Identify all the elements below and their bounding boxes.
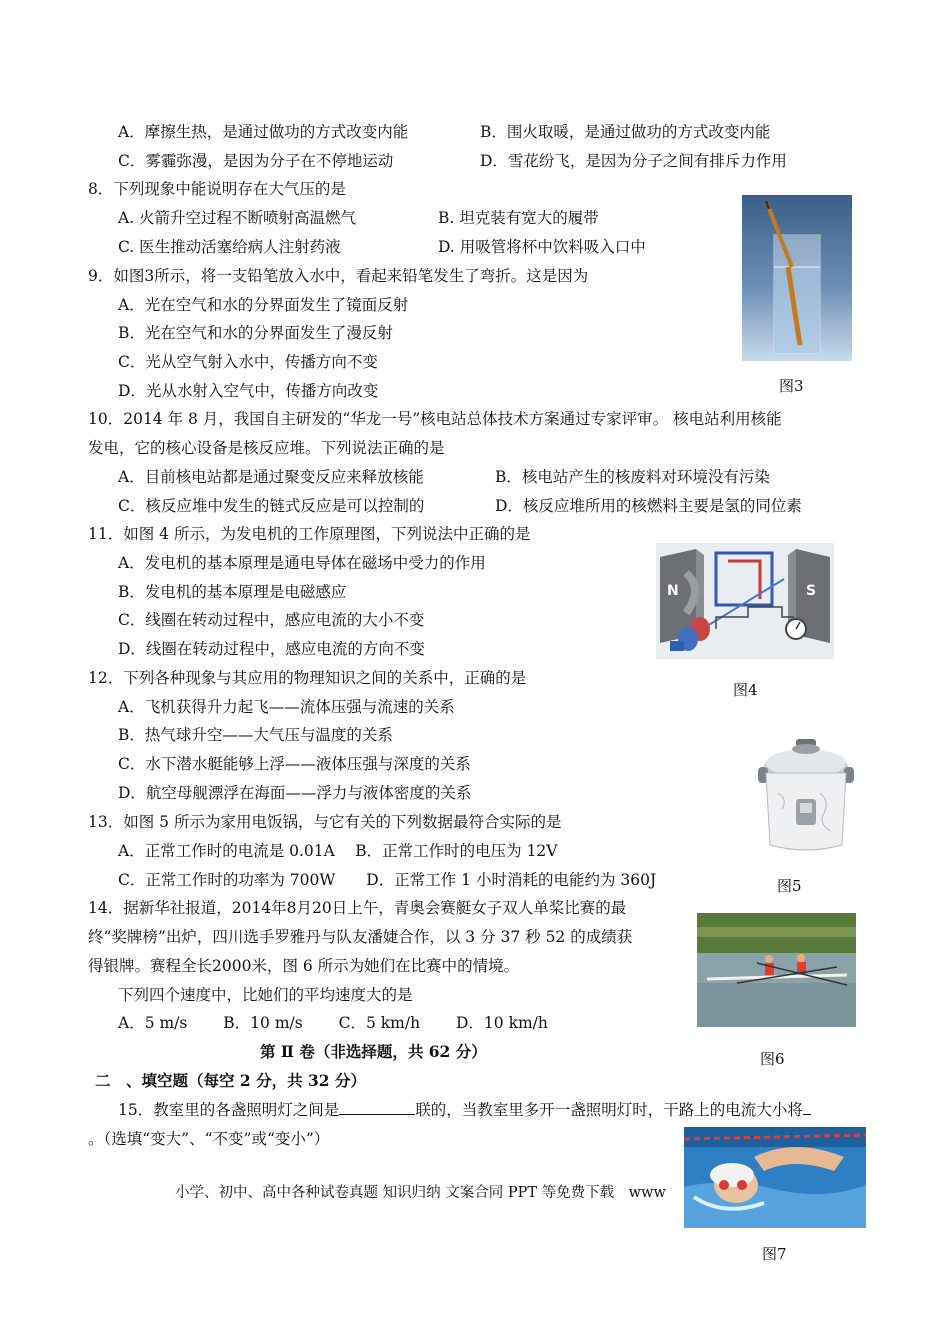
q10-option-a: A．目前核电站都是通过聚变反应来释放核能 xyxy=(118,468,424,486)
q9-stem: 9．如图3所示，将一支铅笔放入水中，看起来铅笔发生了弯折。这是因为 xyxy=(88,267,589,285)
q14-stem-line2: 终“奖牌榜”出炉，四川选手罗雅丹与队友潘婕合作，以 3 分 37 秒 52 的成绩获 xyxy=(88,928,633,946)
q8-option-d: D. 用吸管将杯中饮料吸入口中 xyxy=(438,238,646,256)
figure-3-pencil-in-water xyxy=(742,195,852,361)
q13-options-cd: C．正常工作时的功率为 700W D．正常工作 1 小时消耗的电能约为 360J xyxy=(118,871,657,889)
pole-n-label: N xyxy=(667,583,679,599)
part-2-heading: 第 Ⅱ 卷（非选择题，共 62 分） xyxy=(260,1042,487,1061)
q10-option-d: D．核反应堆所用的核燃料主要是氢的同位素 xyxy=(495,497,802,515)
q10-option-c: C．核反应堆中发生的链式反应是可以控制的 xyxy=(118,497,425,515)
q12-option-c: C．水下潜水艇能够上浮——液体压强与深度的关系 xyxy=(118,755,471,773)
q9-option-c: C．光从空气射入水中，传播方向不变 xyxy=(118,353,378,371)
q15-text-mid: 联的，当教室里多开一盏照明灯时，干路上的电流大小将 xyxy=(415,1101,803,1119)
q12-option-b: B．热气球升空——大气压与温度的关系 xyxy=(118,726,393,744)
q15-line1 xyxy=(118,1100,811,1120)
q8-option-c: C. 医生推动活塞给病人注射药液 xyxy=(118,238,341,256)
figure-7-caption: 图7 xyxy=(762,1245,787,1263)
q14-options: A．5 m/s B．10 m/s C．5 km/h D．10 km/h xyxy=(118,1014,548,1032)
q8-option-a: A. 火箭升空过程不断喷射高温燃气 xyxy=(118,209,357,227)
q15-line2: 。（选填“变大”、“不变”或“变小”） xyxy=(88,1130,330,1148)
q14-stem-line1: 14．据新华社报道，2014年8月20日上午，青奥会赛艇女子双人单桨比赛的最 xyxy=(88,899,627,917)
q7-option-d: D．雪花纷飞，是因为分子之间有排斥力作用 xyxy=(480,152,787,170)
q7-option-c: C．雾霾弥漫，是因为分子在不停地运动 xyxy=(118,152,394,170)
q7-option-a: A．摩擦生热，是通过做功的方式改变内能 xyxy=(118,123,409,141)
q12-stem: 12．下列各种现象与其应用的物理知识之间的关系中，正确的是 xyxy=(88,669,527,687)
figure-5-caption: 图5 xyxy=(777,877,802,895)
figure-3-caption: 图3 xyxy=(779,377,804,395)
q12-option-a: A．飞机获得升力起飞——流体压强与流速的关系 xyxy=(118,698,455,716)
q12-option-d: D．航空母舰漂浮在海面——浮力与液体密度的关系 xyxy=(118,784,472,802)
figure-5-rice-cooker xyxy=(756,733,856,857)
pole-s-label: S xyxy=(806,583,817,599)
q11-option-b: B．发电机的基本原理是电磁感应 xyxy=(118,583,347,601)
q9-option-b: B．光在空气和水的分界面发生了漫反射 xyxy=(118,324,393,342)
figure-6-rowing-race xyxy=(697,913,856,1027)
figure-4-generator-diagram xyxy=(656,543,834,659)
q7-option-b: B．围火取暖，是通过做功的方式改变内能 xyxy=(480,123,771,141)
q14-stem-line4: 下列四个速度中，比她们的平均速度大的是 xyxy=(118,986,413,1004)
q15-text-pre: 15．教室里的各盏照明灯之间是 xyxy=(118,1101,340,1119)
q15-blank-1 xyxy=(339,1100,415,1115)
q9-option-d: D．光从水射入空气中，传播方向改变 xyxy=(118,382,379,400)
q11-option-a: A．发电机的基本原理是通电导体在磁场中受力的作用 xyxy=(118,554,486,572)
q10-stem-line2: 发电，它的核心设备是核反应堆。下列说法正确的是 xyxy=(88,439,445,457)
figure-7-swimmer xyxy=(684,1127,866,1228)
q8-option-b: B. 坦克装有宽大的履带 xyxy=(438,209,599,227)
figure-6-caption: 图6 xyxy=(760,1050,785,1068)
q11-stem: 11．如图 4 所示，为发电机的工作原理图，下列说法中正确的是 xyxy=(88,525,531,543)
q13-options-ab: A．正常工作时的电流是 0.01A B．正常工作时的电压为 12V xyxy=(118,842,558,860)
q11-option-c: C．线圈在转动过程中，感应电流的大小不变 xyxy=(118,611,425,629)
q10-stem-line1: 10．2014 年 8 月，我国自主研发的“华龙一号”核电站总体技术方案通过专家评审。 核电站利用核能 xyxy=(88,410,782,428)
q9-option-a: A．光在空气和水的分界面发生了镜面反射 xyxy=(118,296,409,314)
q11-option-d: D．线圈在转动过程中，感应电流的方向不变 xyxy=(118,640,425,658)
q10-option-b: B．核电站产生的核废料对环境没有污染 xyxy=(495,468,770,486)
q8-stem: 8．下列现象中能说明存在大气压的是 xyxy=(88,180,346,198)
q14-stem-line3: 得银牌。赛程全长2000米，图 6 所示为她们在比赛中的情境。 xyxy=(88,957,520,975)
section-2-heading: 二 、填空题（每空 2 分，共 32 分） xyxy=(95,1071,366,1090)
footer-text: 小学、初中、高中各种试卷真题 知识归纳 文案合同 PPT 等免费下载 www xyxy=(175,1185,666,1201)
q13-stem: 13．如图 5 所示为家用电饭锅，与它有关的下列数据最符合实际的是 xyxy=(88,813,562,831)
q15-blank-2 xyxy=(803,1100,811,1115)
figure-4-caption: 图4 xyxy=(733,681,758,699)
